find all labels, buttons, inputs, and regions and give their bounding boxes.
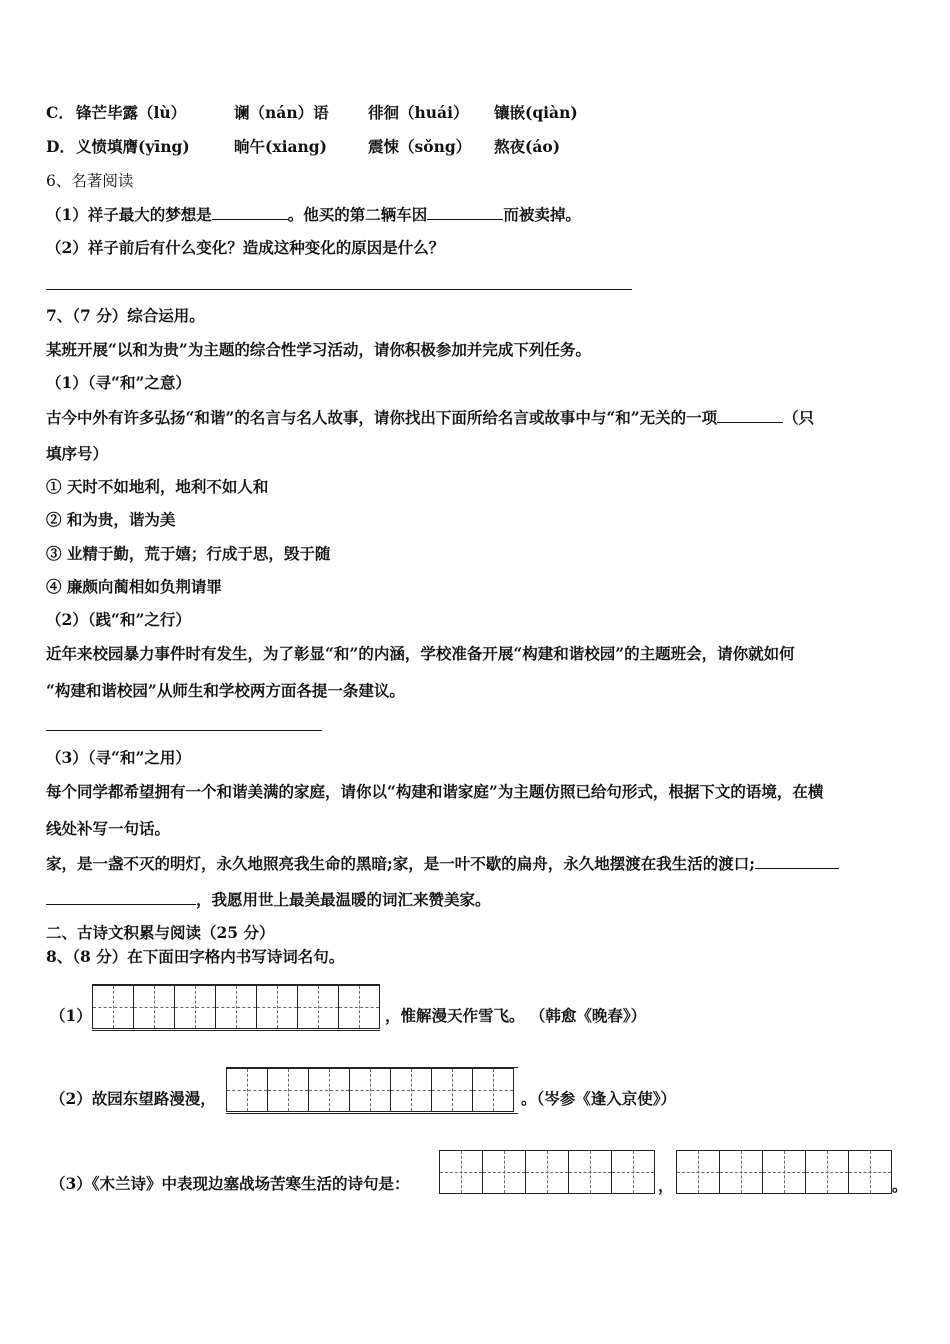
option-c-word-2: 谰（nán）语 [234,103,329,122]
grid-cell[interactable] [174,985,216,1029]
q7-sub3-text-4 [46,889,491,910]
q7-sub3-text-3 [46,853,839,874]
option-d-word-4: 熬夜(áo) [494,137,561,156]
q7-sub2-answer-line[interactable] [46,730,322,731]
q6-part1 [46,204,581,225]
q7-item-3: ③ 业精于勤，荒于嬉；行成于思，毁于随 [46,544,331,563]
grid-cell[interactable] [133,985,175,1029]
grid-cell[interactable] [805,1150,849,1194]
q7-sub3-title: （3）（寻“和”之用） [46,748,191,767]
q8-line3-end: 。 [892,1176,908,1195]
grid-cell[interactable] [297,985,339,1029]
option-c-word-3: 徘徊（huái） [368,103,469,122]
q8-line2-after: 。（岑参《逢入京使》） [521,1089,677,1108]
q6-blank-reason[interactable] [427,204,503,220]
q7-sub1-text-cont: 填序号） [46,444,109,463]
option-d-word-1: 义愤填膺(yīng) [76,137,190,156]
option-c-word-1: 锋芒毕露（lù） [76,103,187,122]
q7-sub2-title: （2）（践“和”之行） [46,610,191,629]
q7-intro: 某班开展“以和为贵”为主题的综合性学习活动，请你积极参加并完成下列任务。 [46,340,591,359]
grid-cell[interactable] [719,1150,763,1194]
q7-sub2-text-1: 近年来校园暴力事件时有发生，为了彰显“和”的内涵，学校准备开展“构建和谐校园”的主题班会，请你就如何 [46,644,795,663]
grid-cell[interactable] [848,1150,892,1194]
q6-part1-text-b: 。他买的第二辆车因 [287,205,428,224]
q7-sub1-text-a: 古今中外有许多弘扬“和谐”的名言与名人故事，请你找出下面所给名言或故事中与“和”无关的一项 [46,408,718,427]
q8-line1-label: （1） [50,1006,92,1025]
grid-cell[interactable] [431,1068,473,1112]
grid-cell[interactable] [256,985,298,1029]
option-d-label: D． [46,137,75,156]
q7-sub1-text [46,407,814,428]
q7-item-4: ④ 廉颇向蔺相如负荆请罪 [46,577,222,596]
grid-cell[interactable] [472,1068,514,1112]
grid-cell[interactable] [215,985,257,1029]
grid-cell[interactable] [349,1068,391,1112]
q8-grid2-baseline [226,1113,518,1114]
option-d-word-2: 晌午(xiang) [234,137,327,156]
q8-line2-label: （2）故园东望路漫漫， [50,1089,216,1108]
q8-grid3a[interactable] [439,1150,654,1194]
grid-cell[interactable] [482,1150,526,1194]
q7-sub3-text-3a: 家，是一盏不灭的明灯，永久地照亮我生命的黑暗;家，是一叶不歇的扁舟，永久地摆渡在我生活的渡口; [46,854,755,873]
q8-line1-after: ，惟解漫天作雪飞。 （韩愈《晚春》） [385,1006,647,1025]
grid-cell[interactable] [308,1068,350,1112]
grid-cell[interactable] [525,1150,569,1194]
q8-grid1[interactable] [92,985,379,1029]
q8-grid1-baseline [92,1030,380,1031]
q7-sub1-title: （1）（寻“和”之意） [46,373,191,392]
q8-line3-mid: ， [658,1176,674,1195]
section2-title: 二、古诗文积累与阅读（25 分） [46,923,275,942]
q7-sub3-blank-b[interactable] [46,889,196,905]
grid-cell[interactable] [92,985,134,1029]
q6-part1-text-a: （1）祥子最大的梦想是 [46,205,212,224]
option-d-word-3: 震悚（sǒng） [368,137,472,156]
q7-title: 7、（7 分）综合运用。 [46,306,205,325]
q8-grid3b[interactable] [676,1150,891,1194]
q7-sub1-text-b: （只 [783,408,815,427]
q7-sub3-text-2: 线处补写一句话。 [46,819,171,838]
q7-sub2-text-2: “构建和谐校园”从师生和学校两方面各提一条建议。 [46,681,405,700]
grid-cell[interactable] [338,985,380,1029]
grid-cell[interactable] [439,1150,483,1194]
option-c-label: C． [46,103,74,122]
grid-cell[interactable] [390,1068,432,1112]
q7-sub3-text-4a: ，我愿用世上最美最温暖的词汇来赞美家。 [196,890,491,909]
grid-cell[interactable] [568,1150,612,1194]
grid-cell[interactable] [611,1150,655,1194]
option-c-word-4: 镶嵌(qiàn) [494,103,578,122]
q6-part1-text-c: 而被卖掉。 [503,205,581,224]
q8-line3-label: （3）《木兰诗》中表现边塞战场苦寒生活的诗句是： [50,1174,410,1193]
q7-sub3-text-1: 每个同学都希望拥有一个和谐美满的家庭，请你以“构建和谐家庭”为主题仿照已给句形式，根据下文的语境，在横 [46,782,824,801]
q6-part2: （2）祥子前后有什么变化？造成这种变化的原因是什么？ [46,238,445,257]
q8-grid2[interactable] [226,1068,513,1112]
q7-item-1: ① 天时不如地利，地利不如人和 [46,477,269,496]
grid-cell[interactable] [676,1150,720,1194]
q7-sub3-blank-a[interactable] [755,853,839,869]
q7-item-2: ② 和为贵，谐为美 [46,510,176,529]
q6-blank-dream[interactable] [212,204,288,220]
q6-title: 6、名著阅读 [46,172,134,190]
q6-answer-line[interactable] [46,289,632,290]
q8-title: 8、（8 分）在下面田字格内书写诗词名句。 [46,947,345,966]
grid-cell[interactable] [267,1068,309,1112]
grid-cell[interactable] [226,1068,268,1112]
q7-sub1-blank[interactable] [717,407,783,423]
grid-cell[interactable] [762,1150,806,1194]
